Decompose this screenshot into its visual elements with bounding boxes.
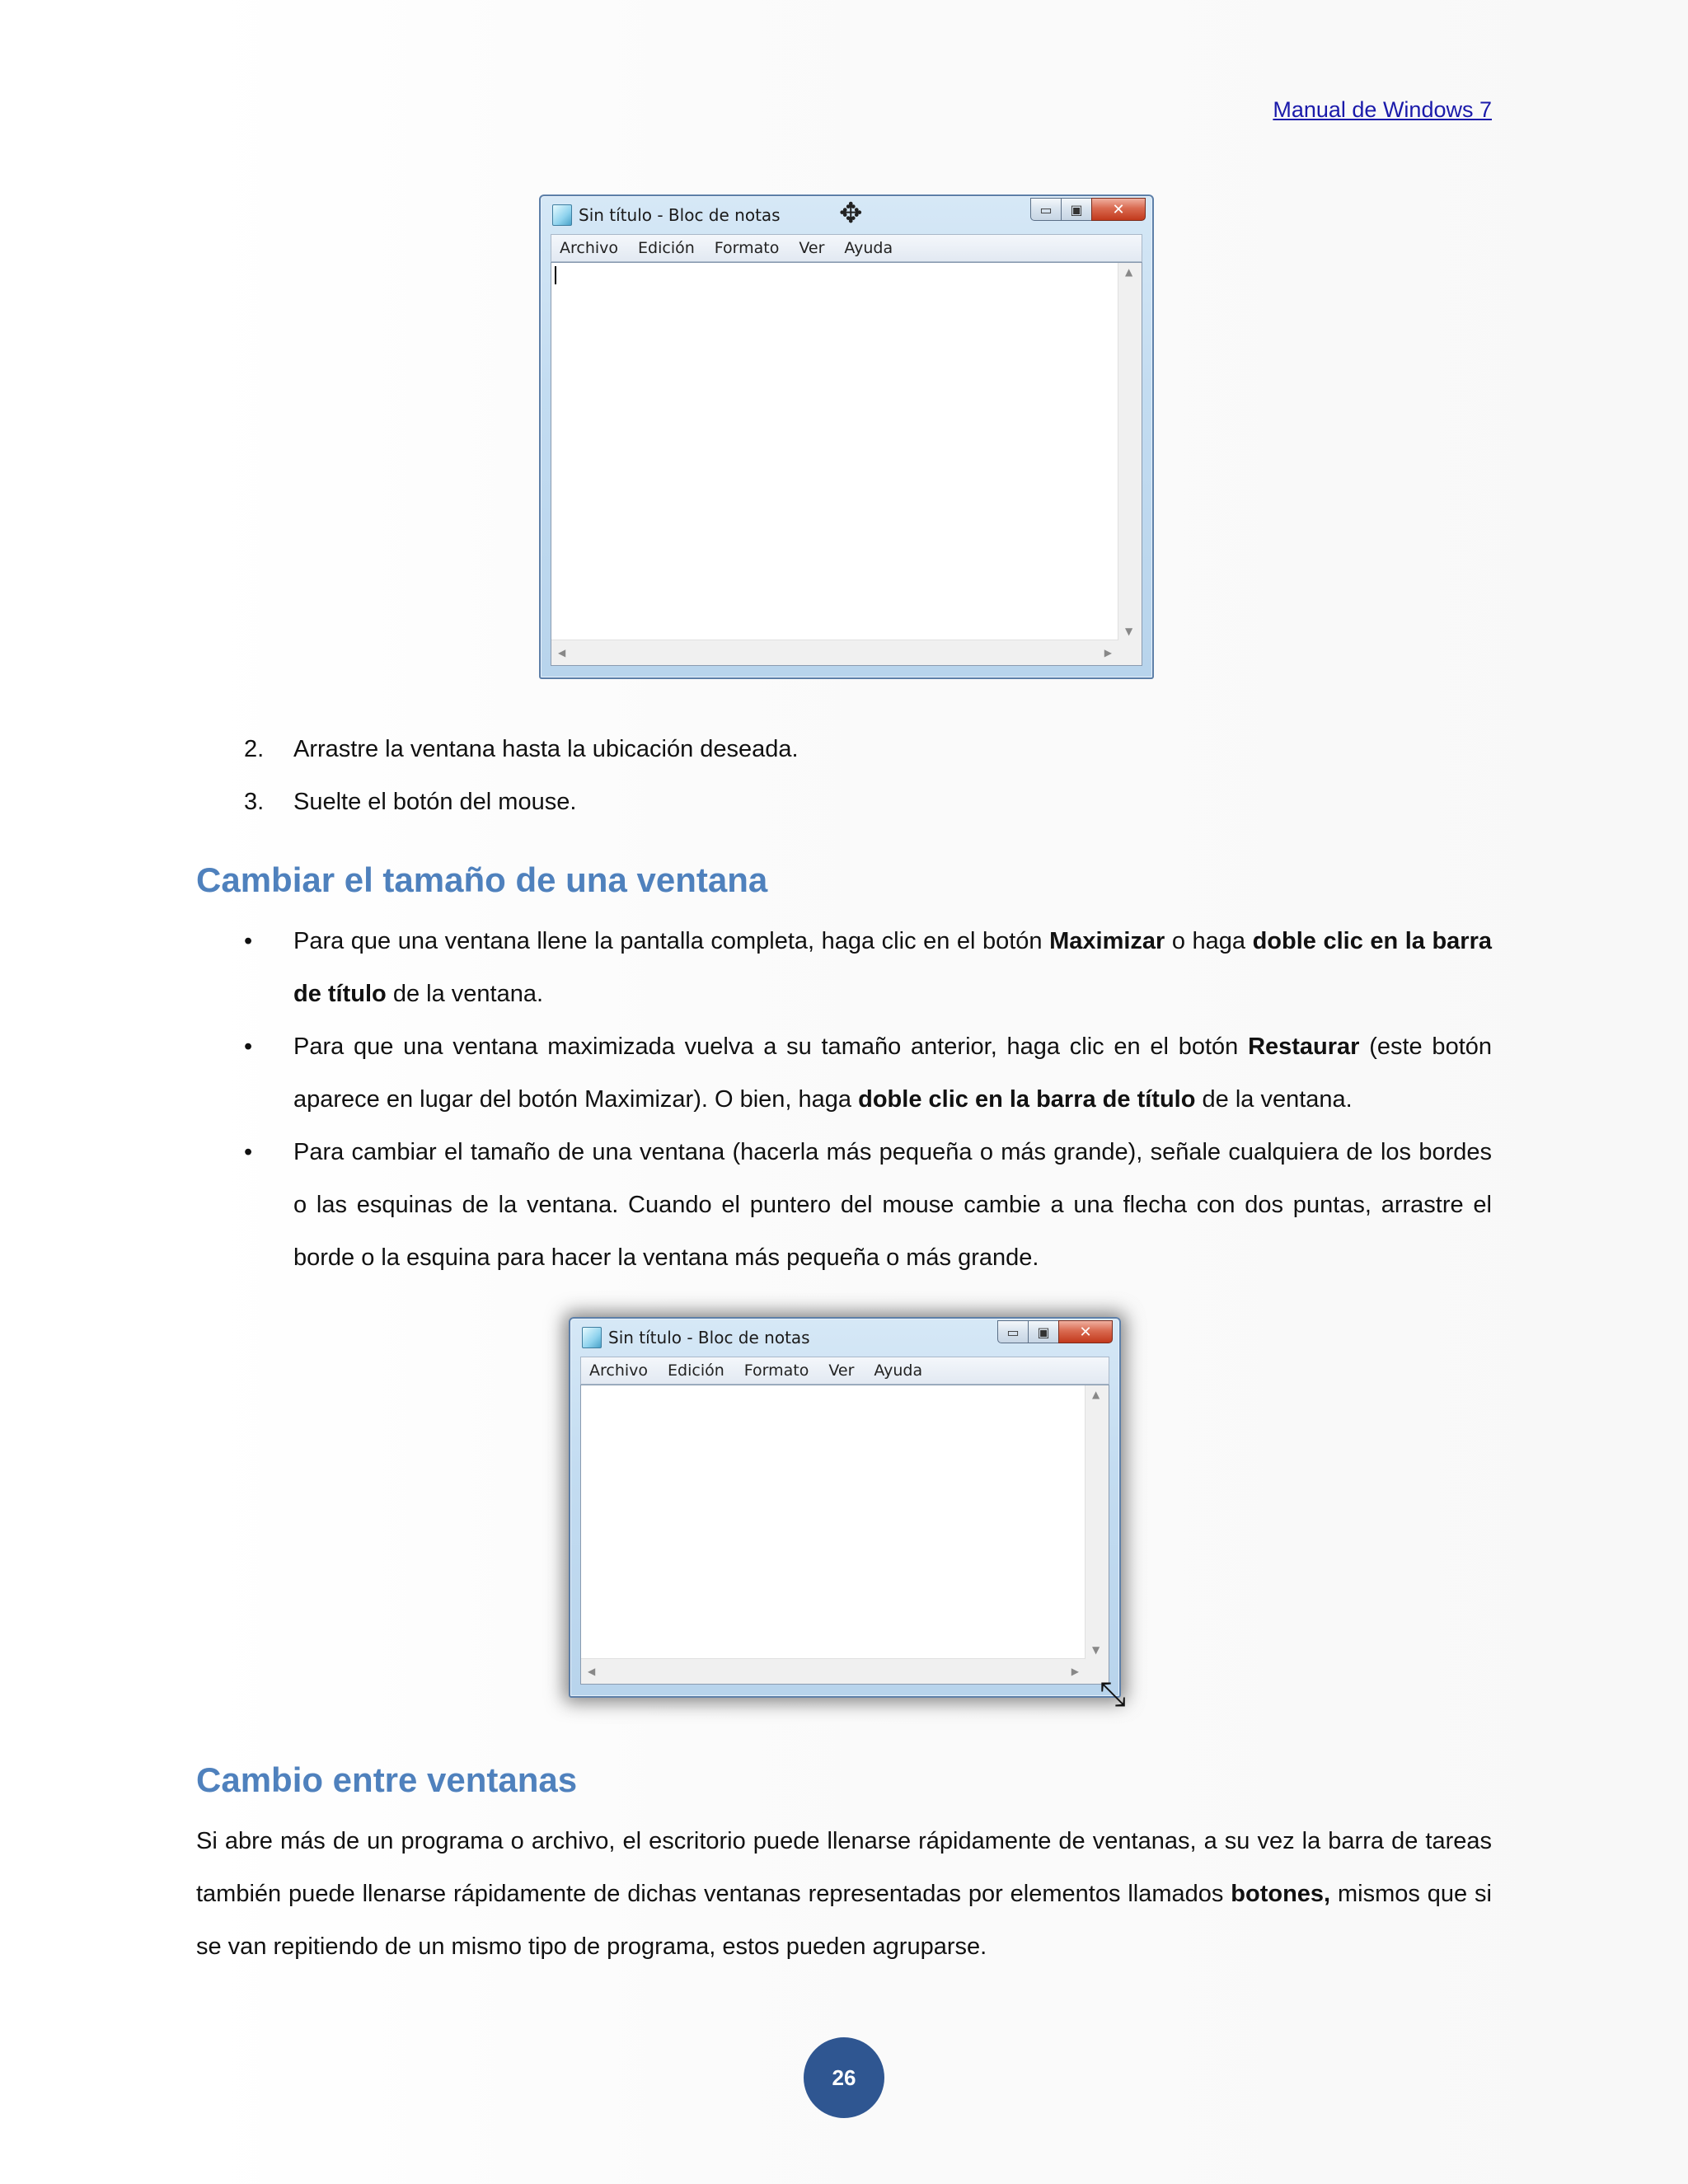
step-text: Arrastre la ventana hasta la ubicación deseada. — [293, 736, 799, 762]
move-cursor-icon: ✥ — [839, 197, 863, 230]
menu-formato: Formato — [714, 239, 780, 257]
step-number: 2. — [244, 736, 265, 762]
window-title: Sin título - Bloc de notas — [579, 205, 781, 225]
notepad-icon — [582, 1327, 602, 1348]
bullet-dot: • — [244, 928, 253, 954]
notepad-icon — [552, 204, 572, 226]
scroll-left-icon: ◀ — [558, 647, 566, 658]
minimize-button: ▭ — [997, 1320, 1029, 1343]
page-number-badge: 26 — [804, 2037, 884, 2118]
minimize-button: ▭ — [1030, 198, 1062, 221]
notepad-window-screenshot-1 — [539, 194, 1154, 679]
scroll-up-icon: ▲ — [1125, 266, 1133, 278]
resize-grip — [1118, 640, 1142, 665]
menu-edicion: Edición — [668, 1361, 724, 1380]
horizontal-scrollbar — [551, 640, 1118, 665]
text-area — [580, 1385, 1109, 1685]
bullet-dot: • — [244, 1139, 253, 1165]
bullet-resize — [244, 1126, 1492, 1284]
menu-ver: Ver — [828, 1361, 855, 1380]
menu-formato: Formato — [743, 1361, 809, 1380]
title-bar — [570, 1319, 1119, 1355]
scroll-left-icon: ◀ — [588, 1666, 596, 1677]
menu-ayuda: Ayuda — [844, 239, 893, 257]
menu-ver: Ver — [799, 239, 825, 257]
close-button: ✕ — [1058, 1320, 1113, 1343]
header-manual-link[interactable]: Manual de Windows 7 — [1273, 97, 1492, 122]
scroll-right-icon: ▶ — [1104, 647, 1112, 658]
section2-paragraph: Si abre más de un programa o archivo, el escritorio puede llenarse rápidamente de ventanas, a su vez la barra de tareas también puede llenarse rápidamente de dichas ventanas representadas por elementos llamados botones, mismos que si se van repitiendo de un mismo tipo de programa, estos pueden agruparse. — [196, 1828, 1492, 1960]
menu-bar — [551, 234, 1142, 262]
close-button: ✕ — [1091, 198, 1146, 221]
resize-cursor-icon: ⤡ — [1100, 1676, 1126, 1713]
bullet-text: Para cambiar el tamaño de una ventana (hacerla más pequeña o más grande), señale cualquiera de los bordes o las esquinas de la ventana. Cuando el puntero del mouse cambie a una flecha con dos puntas, arrastre el borde o la esquina para hacer la ventana más pequeña o más grande. — [293, 1139, 1492, 1271]
step-text: Suelte el botón del mouse. — [293, 789, 577, 815]
section-heading-resize: Cambiar el tamaño de una ventana — [196, 860, 768, 899]
maximize-button: ▣ — [1061, 198, 1092, 221]
section-heading-switch: Cambio entre ventanas — [196, 1760, 578, 1799]
text-area — [551, 262, 1142, 666]
menu-archivo: Archivo — [589, 1361, 649, 1380]
menu-bar — [580, 1357, 1109, 1385]
menu-archivo: Archivo — [560, 239, 619, 257]
scroll-up-icon: ▲ — [1092, 1389, 1100, 1400]
text-caret — [555, 266, 556, 284]
bullet-text: Para que una ventana llene la pantalla completa, haga clic en el botón Maximizar o haga doble clic en la barra de título de la ventana. — [293, 928, 1492, 1007]
scroll-down-icon: ▼ — [1125, 626, 1133, 637]
scroll-right-icon: ▶ — [1071, 1666, 1079, 1677]
window-controls — [998, 1320, 1113, 1342]
window-controls — [1031, 198, 1146, 219]
menu-edicion: Edición — [638, 239, 695, 257]
vertical-scrollbar — [1118, 263, 1142, 640]
step-number: 3. — [244, 789, 265, 815]
vertical-scrollbar — [1085, 1385, 1109, 1659]
bullet-restore — [244, 1020, 1492, 1126]
bullet-text: Para que una ventana maximizada vuelva a su tamaño anterior, haga clic en el botón Restaurar (este botón aparece en lugar del botón Maximizar). O bien, haga doble clic en la barra de título de la ventana. — [293, 1033, 1493, 1113]
bullet-dot: • — [244, 1033, 253, 1060]
bullet-maximize — [244, 915, 1492, 1020]
title-bar — [541, 196, 1152, 232]
maximize-button: ▣ — [1028, 1320, 1059, 1343]
window-title: Sin título - Bloc de notas — [608, 1328, 810, 1347]
menu-ayuda: Ayuda — [874, 1361, 923, 1380]
notepad-window-screenshot-2 — [569, 1317, 1121, 1698]
horizontal-scrollbar — [581, 1658, 1085, 1684]
scroll-down-icon: ▼ — [1092, 1644, 1100, 1656]
